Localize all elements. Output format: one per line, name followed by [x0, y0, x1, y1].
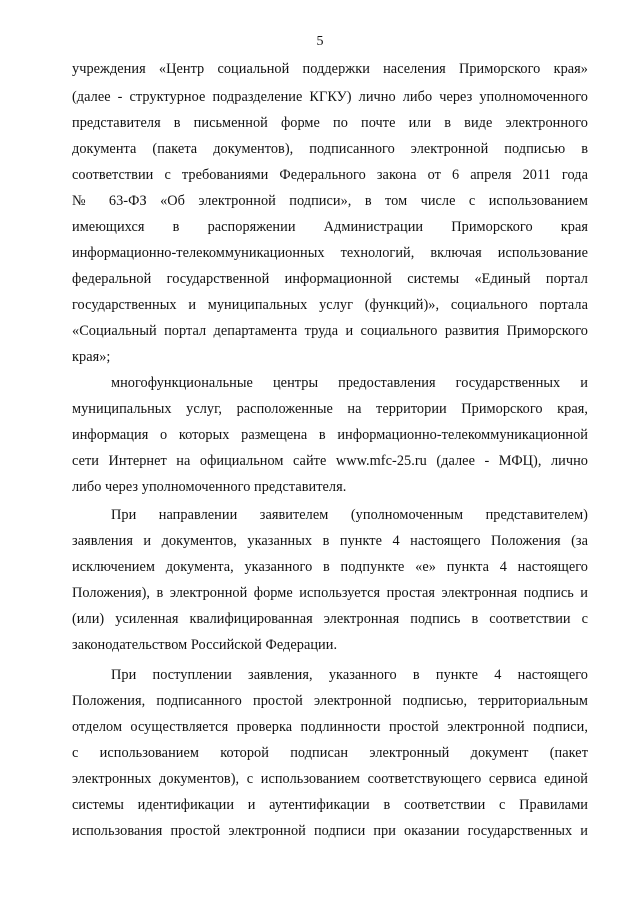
text-line: заявления и документов, указанных в пункте 4 настоящего Положения (за	[72, 533, 588, 549]
text-line: (далее - структурное подразделение КГКУ) лично либо через уполномоченного	[72, 89, 588, 105]
text-line: системы идентификации и аутентификации в соответствии с Правилами	[72, 797, 588, 813]
text-line: (или) усиленная квалифицированная электронная подпись в соответствии с	[72, 611, 588, 627]
text-line: «Социальный портал департамента труда и социального развития Приморского	[72, 323, 588, 339]
text-line: № 63-ФЗ «Об электронной подписи», в том числе с использованием	[72, 193, 588, 209]
text-line: При поступлении заявления, указанного в пункте 4 настоящего	[111, 667, 588, 683]
text-line: информация о которых размещена в информационно-телекоммуникационной	[72, 427, 588, 443]
text-line: государственных и муниципальных услуг (функций)», социального портала	[72, 297, 588, 313]
text-line: федеральной государственной информационной системы «Единый портал	[72, 271, 588, 287]
text-line: сети Интернет на официальном сайте www.mfc-25.ru (далее - МФЦ), лично	[72, 453, 588, 469]
text-line: отделом осуществляется проверка подлинности простой электронной подписи,	[72, 719, 588, 735]
text-line: муниципальных услуг, расположенные на территории Приморского края,	[72, 401, 588, 417]
text-line: соответствии с требованиями Федерального закона от 6 апреля 2011 года	[72, 167, 588, 183]
text-line: использования простой электронной подписи при оказании государственных и	[72, 823, 588, 839]
text-line: При направлении заявителем (уполномоченным представителем)	[111, 507, 588, 523]
text-line: либо через уполномоченного представителя.	[72, 479, 347, 495]
text-line: электронных документов), с использованием соответствующего сервиса единой	[72, 771, 588, 787]
text-line: имеющихся в распоряжении Администрации Приморского края	[72, 219, 588, 235]
text-line: края»;	[72, 349, 111, 365]
text-line: Положения, подписанного простой электронной подписью, территориальным	[72, 693, 588, 709]
text-line: с использованием которой подписан электронный документ (пакет	[72, 745, 588, 761]
text-line: исключением документа, указанного в подпункте «е» пункта 4 настоящего	[72, 559, 588, 575]
text-line: документа (пакета документов), подписанного электронной подписью в	[72, 141, 588, 157]
text-line: многофункциональные центры предоставления государственных и	[111, 375, 588, 391]
text-line: представителя в письменной форме по почте или в виде электронного	[72, 115, 588, 131]
text-line: информационно-телекоммуникационных технологий, включая использование	[72, 245, 588, 261]
text-line: учреждения «Центр социальной поддержки населения Приморского края»	[72, 61, 588, 77]
text-line: законодательством Российской Федерации.	[72, 637, 338, 653]
text-line: Положения), в электронной форме используется простая электронная подпись и	[72, 585, 588, 601]
page-number: 5	[316, 34, 324, 49]
